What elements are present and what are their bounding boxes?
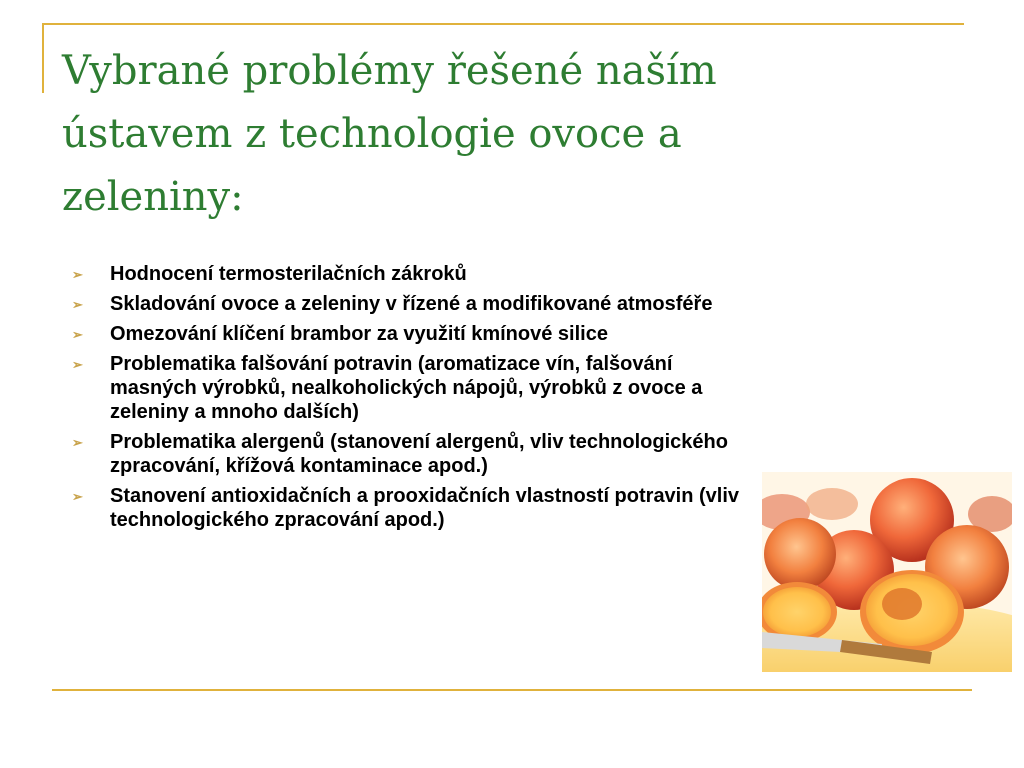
bullet-text: Stanovení antioxidačních a prooxidačních vlastností potravin (vliv technologického zpracování apod.): [110, 485, 740, 531]
slide-title: Vybrané problémy řešené naším ústavem z technologie ovoce a zeleniny:: [62, 48, 717, 220]
arrow-bullet-icon: ➢: [72, 267, 83, 282]
top-rule: [42, 23, 964, 25]
bullet-text: Hodnocení termosterilačních zákroků: [110, 263, 467, 285]
left-rule: [42, 23, 44, 93]
bullet-text: Omezování klíčení brambor za využití kmínové silice: [110, 323, 608, 345]
bullet-text: Problematika falšování potravin (aromatizace vín, falšování masných výrobků, nealkoholických nápojů, výrobků z ovoce a zeleniny a mnoho dalších): [110, 353, 703, 423]
arrow-bullet-icon: ➢: [72, 489, 83, 504]
peaches-illustration: [762, 472, 1012, 672]
bottom-rule: [52, 689, 972, 691]
arrow-bullet-icon: ➢: [72, 297, 83, 312]
bullet-text: Problematika alergenů (stanovení alergenů, vliv technologického zpracování, křížová kontaminace apod.): [110, 431, 728, 477]
bullet-item: [70, 430, 760, 478]
arrow-bullet-icon: ➢: [72, 435, 83, 450]
peaches-photo: [762, 472, 1012, 672]
bullet-text: Skladování ovoce a zeleniny v řízené a modifikované atmosféře: [110, 293, 713, 315]
arrow-bullet-icon: ➢: [72, 327, 83, 342]
bullet-item: [70, 322, 760, 346]
bullet-item: [70, 484, 760, 532]
bullet-item: [70, 352, 760, 424]
arrow-bullet-icon: ➢: [72, 357, 83, 372]
bullet-item: [70, 262, 760, 286]
bullet-list: [70, 262, 760, 538]
bullet-item: [70, 292, 760, 316]
